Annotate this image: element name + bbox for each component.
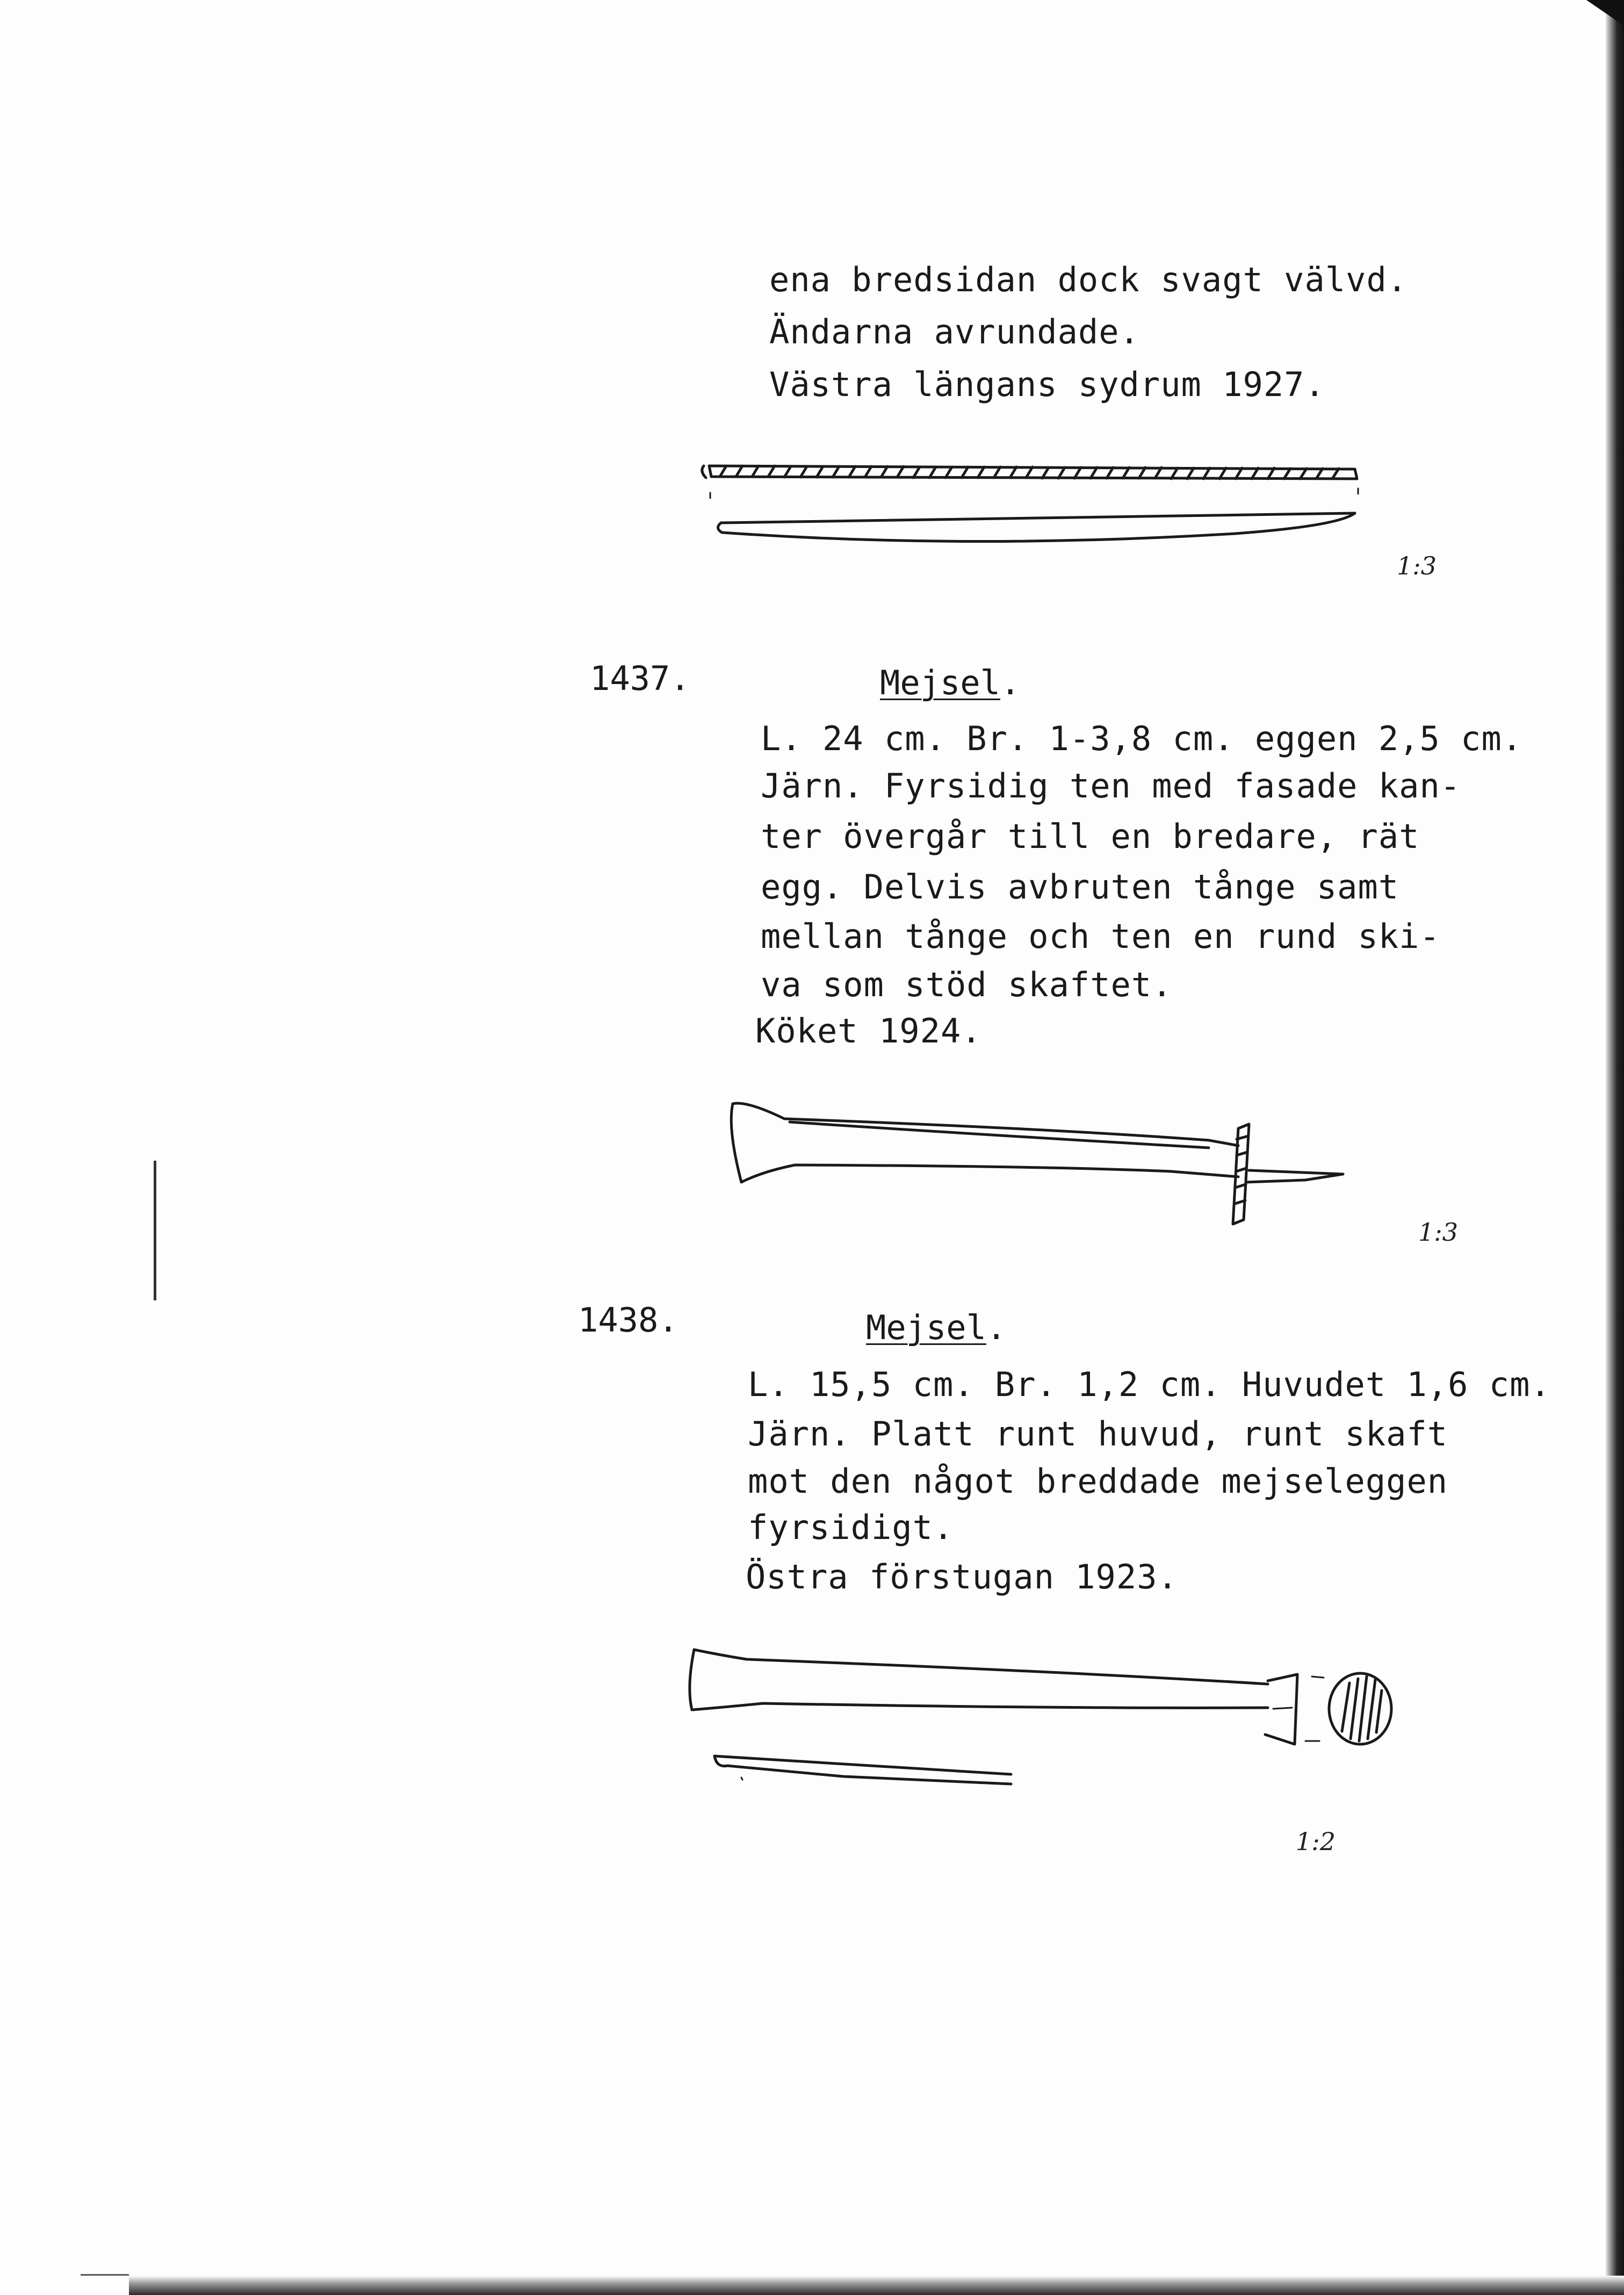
entry-line: mellan tånge och ten en rund ski- bbox=[761, 917, 1440, 956]
title-period: . bbox=[1000, 663, 1021, 702]
entry-line: Järn. Fyrsidig ten med fasade kan- bbox=[761, 766, 1461, 805]
entry-line: ter övergår till en bredare, rät bbox=[761, 817, 1420, 856]
bar-object-drawing bbox=[698, 454, 1375, 548]
entry-line: Köket 1924. bbox=[755, 1011, 982, 1051]
entry-title: Mejsel bbox=[880, 663, 1000, 702]
chisel-drawing-small bbox=[682, 1639, 1408, 1816]
scale-label: 1:3 bbox=[1397, 551, 1437, 580]
entry-line: Järn. Platt runt huvud, runt skaft bbox=[748, 1414, 1448, 1454]
binding-corner bbox=[1586, 0, 1624, 26]
margin-mark bbox=[154, 1161, 156, 1300]
entry-line: fyrsidigt. bbox=[748, 1508, 954, 1547]
book-binding-edge bbox=[1606, 0, 1624, 2295]
chisel-drawing bbox=[725, 1096, 1354, 1231]
title-period: . bbox=[986, 1308, 1007, 1347]
entry-line: L. 24 cm. Br. 1-3,8 cm. eggen 2,5 cm. bbox=[761, 719, 1523, 758]
entry-line: egg. Delvis avbruten tånge samt bbox=[761, 867, 1399, 907]
entry-line: va som stöd skaftet. bbox=[761, 965, 1173, 1004]
entry-title: Mejsel bbox=[866, 1308, 986, 1347]
entry-line: Östra förstugan 1923. bbox=[746, 1557, 1178, 1596]
entry-line: mot den något breddade mejseleggen bbox=[748, 1462, 1448, 1501]
entry-line: L. 15,5 cm. Br. 1,2 cm. Huvudet 1,6 cm. bbox=[748, 1365, 1551, 1404]
scale-label: 1:2 bbox=[1296, 1827, 1336, 1856]
intro-line: ena bredsidan dock svagt välvd. bbox=[769, 260, 1408, 299]
page-bottom-edge bbox=[129, 2276, 1624, 2295]
catalog-number: 1438. bbox=[578, 1300, 679, 1340]
scale-label: 1:3 bbox=[1418, 1218, 1459, 1247]
catalog-number: 1437. bbox=[590, 659, 690, 698]
intro-line: Västra längans sydrum 1927. bbox=[769, 365, 1325, 404]
margin-mark bbox=[81, 2274, 129, 2276]
intro-line: Ändarna avrundade. bbox=[769, 312, 1140, 351]
